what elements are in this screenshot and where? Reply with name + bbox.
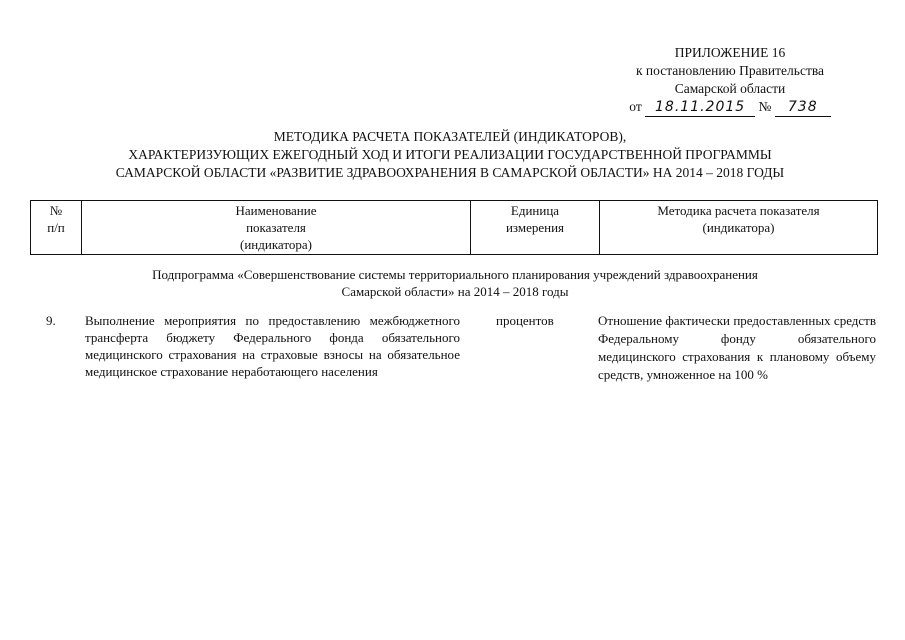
header-name-line-3: (индикатора) [240,237,312,252]
header-cell-name [82,201,471,255]
header-method-line-2: (индикатора) [702,220,775,235]
header-method-line-1: Методика расчета показателя [657,203,820,218]
appendix-date-row [600,98,860,117]
header-cell-number [31,201,82,255]
item-name: Выполнение мероприятия по предоставлению межбюджетного трансферта бюджету Федерального фонда обязательного медицинского страхования на страховые взносы на обязательное медицинское страхование неработающего населения [85,313,460,379]
number-prefix: № [758,99,772,114]
header-cell-method [600,201,878,255]
date-value: 18.11.2015 [645,98,755,117]
appendix-line-2: Самарской области [674,81,786,96]
item-unit: процентов [496,313,554,328]
header-cell-unit [471,201,600,255]
subprogram-line-1: Подпрограмма «Совершенствование системы территориального планирования учреждений здравоохранения [152,267,758,282]
title-line-2: ХАРАКТЕРИЗУЮЩИХ ЕЖЕГОДНЫЙ ХОД И ИТОГИ РЕАЛИЗАЦИИ ГОСУДАРСТВЕННОЙ ПРОГРАММЫ [128,147,772,162]
header-name-line-2: показателя [246,220,306,235]
header-unit-line-1: Единица [510,203,560,218]
header-unit-line-2: измерения [505,220,565,235]
subprogram-heading [60,266,850,300]
document-title [40,128,860,182]
item-method: Отношение фактически предоставленных средств Федеральному фонду обязательного медицинского страхования к плановому объему средств, умноженное на 100 % [598,313,876,382]
date-prefix: от [629,99,642,114]
number-value: 738 [775,98,831,117]
appendix-title: ПРИЛОЖЕНИЕ 16 [674,45,786,60]
subprogram-line-2: Самарской области» на 2014 – 2018 годы [341,284,569,299]
title-line-1: МЕТОДИКА РАСЧЕТА ПОКАЗАТЕЛЕЙ (ИНДИКАТОРОВ), [273,129,627,144]
title-line-3: САМАРСКОЙ ОБЛАСТИ «РАЗВИТИЕ ЗДРАВООХРАНЕНИЯ В САМАРСКОЙ ОБЛАСТИ» НА 2014 – 2018 ГОДЫ [115,165,785,180]
header-number-line-2: п/п [47,220,65,235]
item-number: 9. [46,313,56,328]
table-header [30,200,878,255]
header-number-line-1: № [49,203,63,218]
appendix-block [600,44,860,117]
appendix-line-1: к постановлению Правительства [635,63,825,78]
header-name-line-1: Наименование [235,203,317,218]
